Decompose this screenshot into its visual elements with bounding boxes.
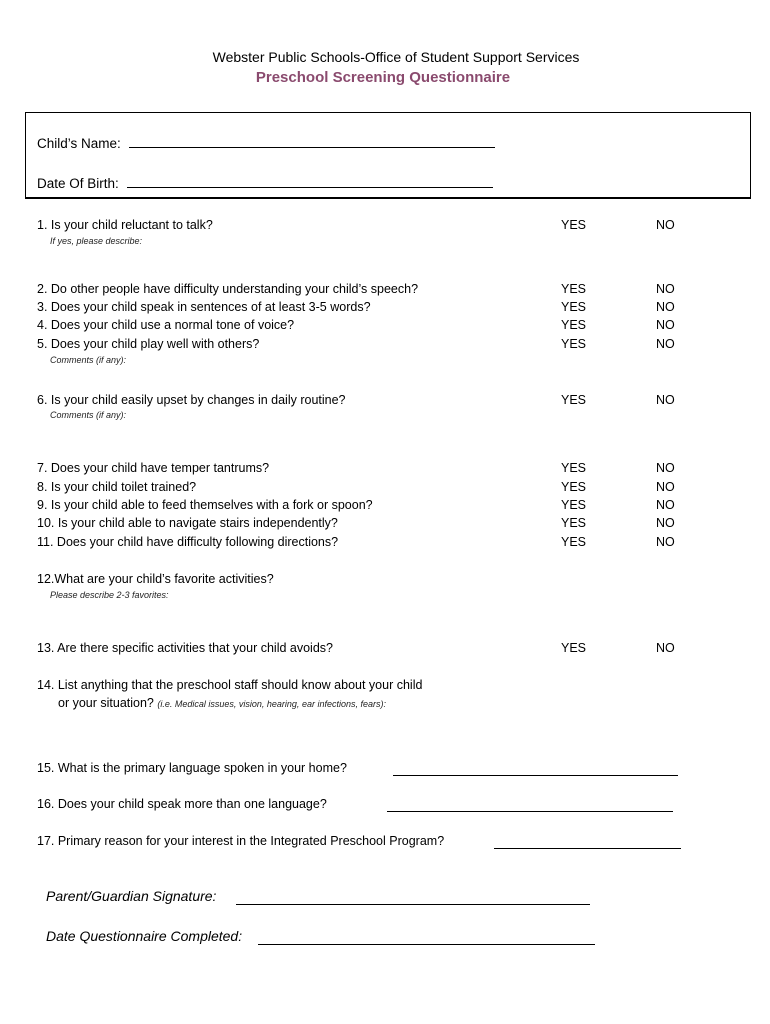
q6-no[interactable]: NO (656, 393, 675, 407)
q13-yes[interactable]: YES (561, 641, 587, 655)
q10-yes[interactable]: YES (561, 516, 587, 530)
question-15: 15. What is the primary language spoken in your home? (37, 761, 347, 775)
q6-note: Comments (if any): (50, 410, 127, 420)
child-name-line[interactable] (129, 135, 495, 148)
q8-no[interactable]: NO (656, 480, 675, 494)
q7-yes[interactable]: YES (561, 461, 587, 475)
q1-yes[interactable]: YES (561, 218, 587, 232)
question-10: 10. Is your child able to navigate stairs independently? (37, 516, 338, 530)
date-completed-line[interactable] (258, 929, 595, 945)
q10-no[interactable]: NO (656, 516, 675, 530)
q1-no[interactable]: NO (656, 218, 675, 232)
q8-yes[interactable]: YES (561, 480, 587, 494)
q3-no[interactable]: NO (656, 300, 675, 314)
question-1: 1. Is your child reluctant to talk? (37, 218, 213, 232)
q7-no[interactable]: NO (656, 461, 675, 475)
question-14: 14. List anything that the preschool staff should know about your child (37, 678, 423, 692)
question-12: 12.What are your child’s favorite activities? (37, 572, 274, 586)
q13-no[interactable]: NO (656, 641, 675, 655)
q4-no[interactable]: NO (656, 318, 675, 332)
question-2: 2. Do other people have difficulty understanding your child’s speech? (37, 282, 419, 296)
q2-yes[interactable]: YES (561, 282, 587, 296)
q2-no[interactable]: NO (656, 282, 675, 296)
question-5: 5. Does your child play well with others? (37, 337, 260, 351)
question-8: 8. Is your child toilet trained? (37, 480, 197, 494)
parent-signature-line[interactable] (236, 889, 590, 905)
parent-signature-label: Parent/Guardian Signature: (46, 888, 217, 904)
dob-field[interactable] (37, 175, 493, 191)
document-title: Webster Public Schools-Office of Student Support Services (212, 49, 580, 65)
q5-no[interactable]: NO (656, 337, 675, 351)
child-name-field[interactable] (37, 135, 495, 151)
question-13: 13. Are there specific activities that your child avoids? (37, 641, 333, 655)
q16-answer-line[interactable] (387, 798, 673, 812)
q1-note: If yes, please describe: (50, 236, 143, 246)
q17-answer-line[interactable] (494, 835, 681, 849)
q12-note: Please describe 2-3 favorites: (50, 590, 169, 600)
question-11: 11. Does your child have difficulty following directions? (37, 535, 339, 549)
q11-yes[interactable]: YES (561, 535, 587, 549)
question-17: 17. Primary reason for your interest in the Integrated Preschool Program? (37, 834, 445, 848)
child-info-box (25, 112, 751, 199)
question-14-cont (58, 696, 386, 710)
dob-label: Date Of Birth: (37, 176, 119, 191)
q15-answer-line[interactable] (393, 762, 678, 776)
dob-line[interactable] (127, 175, 493, 188)
child-name-label: Child’s Name: (37, 136, 121, 151)
q5-note: Comments (if any): (50, 355, 127, 365)
question-16: 16. Does your child speak more than one language? (37, 797, 327, 811)
form-title: Preschool Screening Questionnaire (255, 69, 511, 86)
question-4: 4. Does your child use a normal tone of voice? (37, 318, 295, 332)
question-7: 7. Does your child have temper tantrums? (37, 461, 270, 475)
q9-no[interactable]: NO (656, 498, 675, 512)
question-14-line2: or your situation? (58, 696, 154, 710)
question-6: 6. Is your child easily upset by changes in daily routine? (37, 393, 346, 407)
question-9: 9. Is your child able to feed themselves with a fork or spoon? (37, 498, 373, 512)
question-3: 3. Does your child speak in sentences of at least 3-5 words? (37, 300, 371, 314)
q9-yes[interactable]: YES (561, 498, 587, 512)
date-completed-label: Date Questionnaire Completed: (46, 928, 243, 944)
q6-yes[interactable]: YES (561, 393, 587, 407)
q11-no[interactable]: NO (656, 535, 675, 549)
q14-note: (i.e. Medical issues, vision, hearing, ear infections, fears): (157, 699, 386, 709)
q5-yes[interactable]: YES (561, 337, 587, 351)
q3-yes[interactable]: YES (561, 300, 587, 314)
q4-yes[interactable]: YES (561, 318, 587, 332)
